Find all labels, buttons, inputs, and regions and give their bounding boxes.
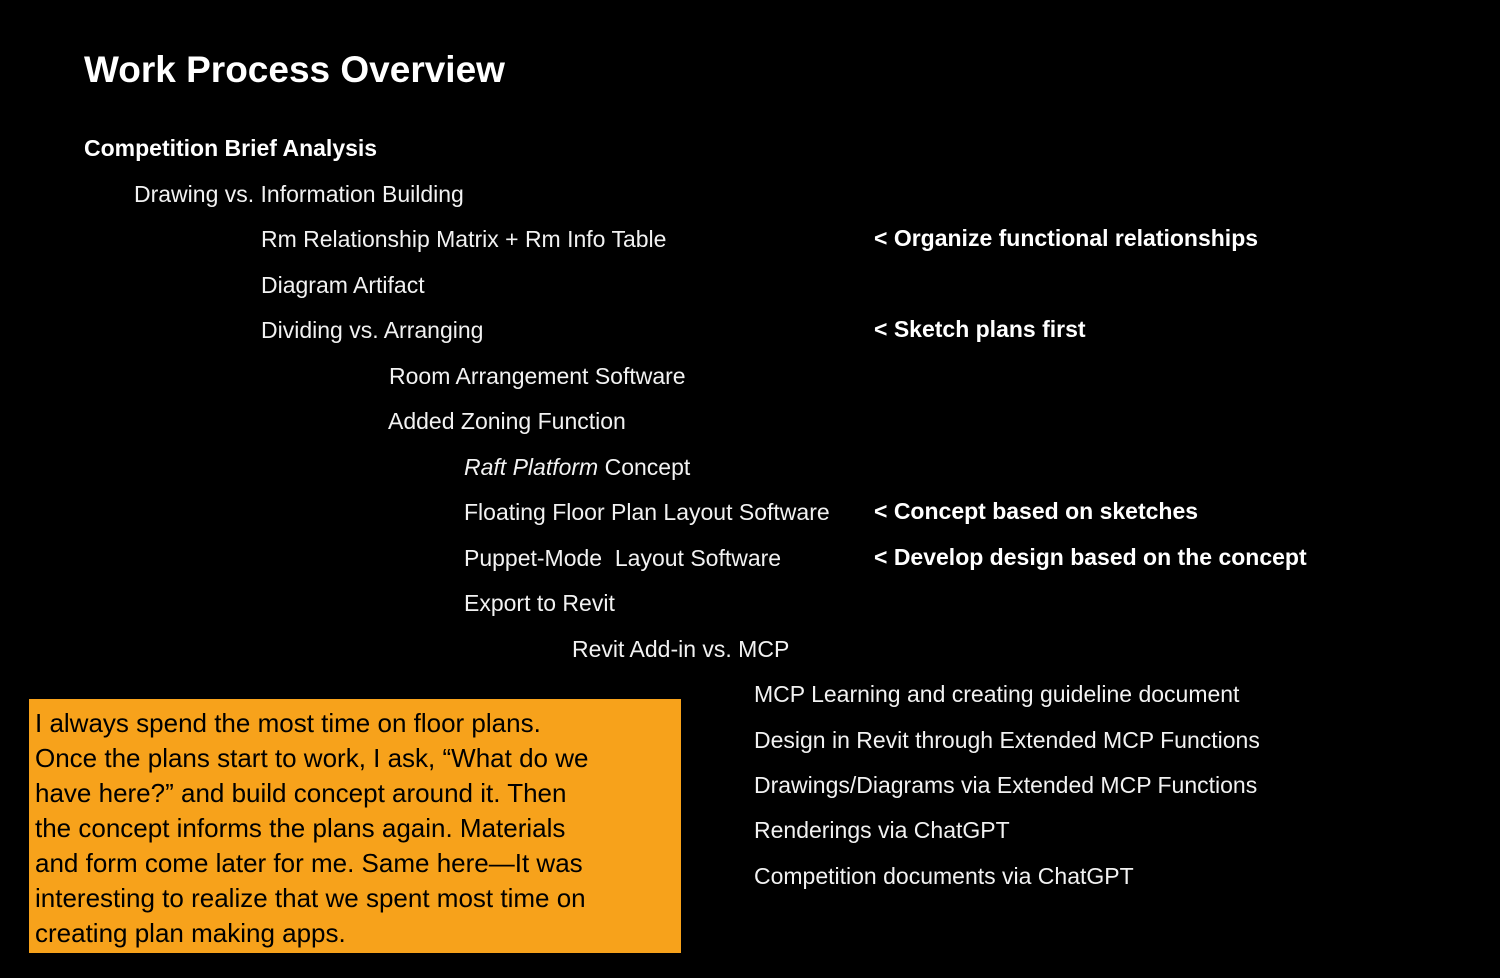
page-title: Work Process Overview — [84, 49, 505, 90]
callout-line: I always spend the most time on floor plans. — [35, 708, 541, 738]
callout-line: the concept informs the plans again. Materials — [35, 813, 566, 843]
outline-item-diagram-artifact: Diagram Artifact — [261, 272, 425, 298]
callout-line: have here?” and build concept around it. Then — [35, 778, 567, 808]
callout-line: Once the plans start to work, I ask, “What do we — [35, 743, 589, 773]
outline-item-revit-addin: Revit Add-in vs. MCP — [572, 636, 790, 662]
comment-callout — [29, 699, 681, 953]
note-organize: < Organize functional relationships — [874, 225, 1259, 251]
note-develop: < Develop design based on the concept — [874, 544, 1307, 570]
callout-line: interesting to realize that we spent most time on — [35, 883, 586, 913]
outline-item-puppet-mode: Puppet-Mode Layout Software — [464, 545, 782, 571]
raft-platform-concept-text: Concept — [598, 454, 691, 480]
section-heading: Competition Brief Analysis — [84, 135, 378, 161]
outline-item-design-revit: Design in Revit through Extended MCP Functions — [754, 727, 1260, 753]
note-concept: < Concept based on sketches — [874, 498, 1199, 524]
outline-item-dividing-vs-arranging: Dividing vs. Arranging — [261, 317, 484, 343]
outline-item-zoning-function: Added Zoning Function — [388, 408, 626, 434]
outline-item-mcp-learning: MCP Learning and creating guideline document — [754, 681, 1240, 707]
callout-line: and form come later for me. Same here—It was — [35, 848, 583, 878]
outline-item-floating-floor-plan: Floating Floor Plan Layout Software — [464, 499, 830, 525]
outline-item-rm-matrix: Rm Relationship Matrix + Rm Info Table — [261, 226, 667, 252]
outline-item-drawings-diagrams: Drawings/Diagrams via Extended MCP Functions — [754, 772, 1258, 798]
outline-item-raft-platform — [464, 453, 690, 481]
note-sketch: < Sketch plans first — [874, 316, 1086, 342]
outline-item-renderings: Renderings via ChatGPT — [754, 817, 1010, 843]
raft-platform-italic-text: Raft Platform — [464, 454, 599, 480]
outline-item-room-arrangement: Room Arrangement Software — [389, 363, 686, 389]
callout-line: creating plan making apps. — [35, 918, 346, 948]
outline-item-competition-docs: Competition documents via ChatGPT — [754, 863, 1134, 889]
outline-item-drawing-vs-info: Drawing vs. Information Building — [134, 181, 464, 207]
outline-item-export-revit: Export to Revit — [464, 590, 615, 616]
